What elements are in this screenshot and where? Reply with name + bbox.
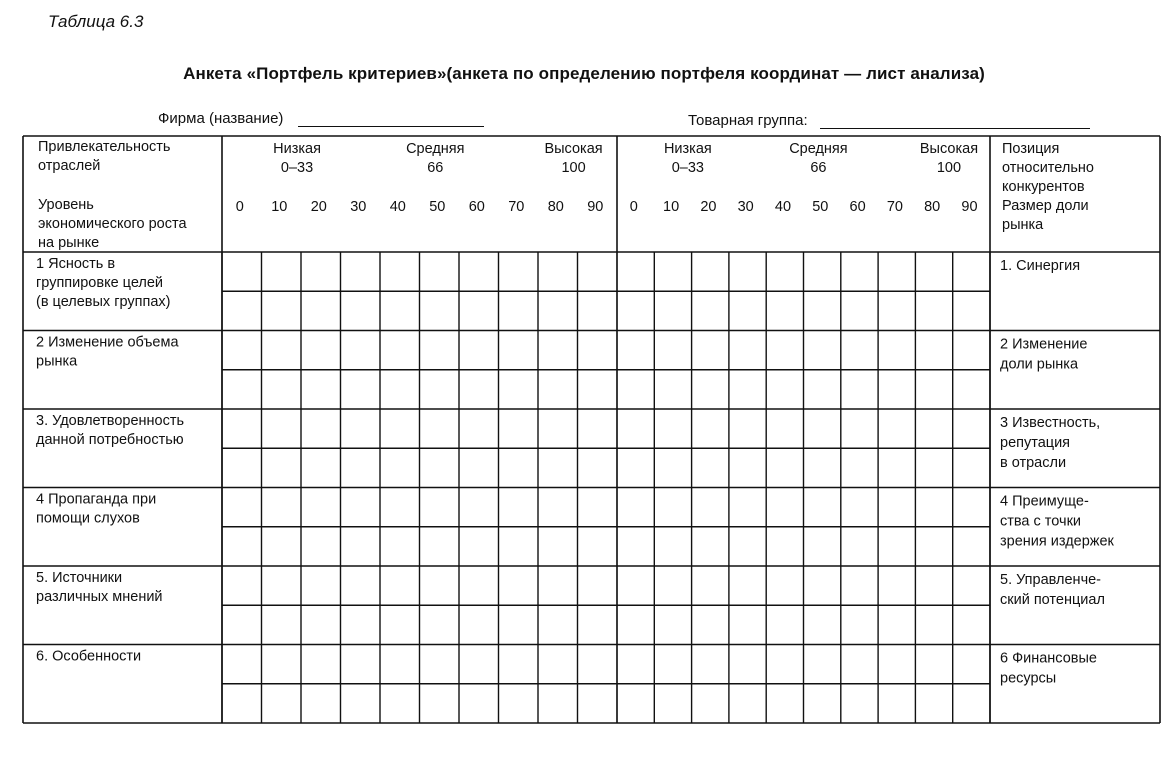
left-criterion-label: рынка <box>36 353 78 370</box>
right-criterion-label: репутация <box>1000 435 1071 451</box>
scale-level-range: 0–33 <box>671 160 705 176</box>
scale-tick-label: 50 <box>812 199 829 215</box>
position-header: Позиция <box>1002 141 1060 157</box>
right-criterion-label: 2 Изменение <box>1000 336 1088 353</box>
position-header: конкурентов <box>1002 179 1085 195</box>
scale-tick-label: 50 <box>429 199 446 215</box>
right-criterion-label: 4 Преимуще- <box>1000 493 1089 510</box>
scale-tick-label: 80 <box>924 199 941 215</box>
scale-level-label: Низкая <box>663 141 712 157</box>
right-criterion-label: 5. Управленче- <box>1000 572 1102 588</box>
scale-level-label: Средняя <box>406 141 465 157</box>
scale-level-range: 100 <box>561 160 586 176</box>
scale-level-range: 66 <box>810 160 827 176</box>
scale-tick-label: 40 <box>774 199 792 215</box>
form-title: Анкета «Портфель критериев»(анкета по определению портфеля координат — лист анализа) <box>183 64 985 83</box>
left-criterion-label: 1 Ясность в <box>36 256 116 272</box>
scale-level-label: Низкая <box>273 141 321 157</box>
left-criterion-label: 5. Источники <box>36 570 123 586</box>
scale-level-label: Высокая <box>919 141 979 157</box>
scale-tick-label: 70 <box>508 199 525 215</box>
right-criterion-label: 3 Известность, <box>1000 415 1101 431</box>
left-criterion-label: 6. Особенности <box>36 648 142 665</box>
left-criterion-label: различных мнений <box>36 589 163 605</box>
right-criterion-label: ресурсы <box>1000 670 1057 687</box>
scale-tick-label: 20 <box>310 199 327 215</box>
left-criterion-label: 3. Удовлетворенность <box>36 413 185 429</box>
scale-tick-label: 30 <box>350 199 367 215</box>
attractiveness-header: отраслей <box>38 158 101 174</box>
right-criterion-label: 6 Финансовые <box>1000 650 1097 667</box>
position-header: относительно <box>1002 160 1094 176</box>
right-criterion-label: 1. Синергия <box>1000 258 1081 274</box>
scale-tick-label: 0 <box>235 199 244 215</box>
position-header: Размер доли <box>1002 198 1089 214</box>
scale-tick-label: 90 <box>961 199 978 215</box>
growth-header: экономического роста <box>38 216 187 232</box>
scale-tick-label: 30 <box>737 199 754 215</box>
scale-level-label: Высокая <box>544 141 603 157</box>
attractiveness-header: Привлекательность <box>38 139 171 155</box>
scale-tick-label: 60 <box>849 199 866 215</box>
right-criterion-label: доли рынка <box>1000 356 1079 373</box>
left-criterion-label: данной потребностью <box>36 432 184 448</box>
scale-level-range: 0–33 <box>280 160 314 176</box>
right-criterion-label: зрения издержек <box>1000 533 1114 550</box>
right-criterion-label: ский потенциал <box>1000 592 1105 608</box>
table-caption: Таблица 6.3 <box>48 12 144 31</box>
product-group-label: Товарная группа: <box>688 112 808 129</box>
left-criterion-label: (в целевых группах) <box>36 294 171 310</box>
firm-name-label: Фирма (название) <box>158 110 284 127</box>
growth-header: Уровень <box>38 197 94 213</box>
scale-level-label: Средняя <box>789 141 848 157</box>
scale-tick-label: 70 <box>886 199 903 215</box>
growth-header: на рынке <box>38 235 100 251</box>
scale-tick-label: 0 <box>629 199 638 215</box>
scale-tick-label: 60 <box>468 199 485 215</box>
scale-tick-label: 80 <box>547 199 564 215</box>
scale-tick-label: 10 <box>663 199 680 215</box>
right-criterion-label: ства с точки <box>1000 513 1082 530</box>
scale-tick-label: 40 <box>389 199 406 215</box>
position-header: рынка <box>1002 217 1044 233</box>
scale-tick-label: 10 <box>271 199 288 215</box>
left-criterion-label: помощи слухов <box>36 510 140 527</box>
scale-tick-label: 20 <box>700 199 717 215</box>
scale-tick-label: 90 <box>587 199 604 215</box>
scale-level-range: 100 <box>936 160 962 176</box>
left-criterion-label: 2 Изменение объема <box>36 334 179 351</box>
scale-level-range: 66 <box>427 160 444 176</box>
right-criterion-label: в отрасли <box>1000 455 1067 471</box>
left-criterion-label: 4 Пропаганда при <box>36 491 157 508</box>
left-criterion-label: группировке целей <box>36 275 164 291</box>
